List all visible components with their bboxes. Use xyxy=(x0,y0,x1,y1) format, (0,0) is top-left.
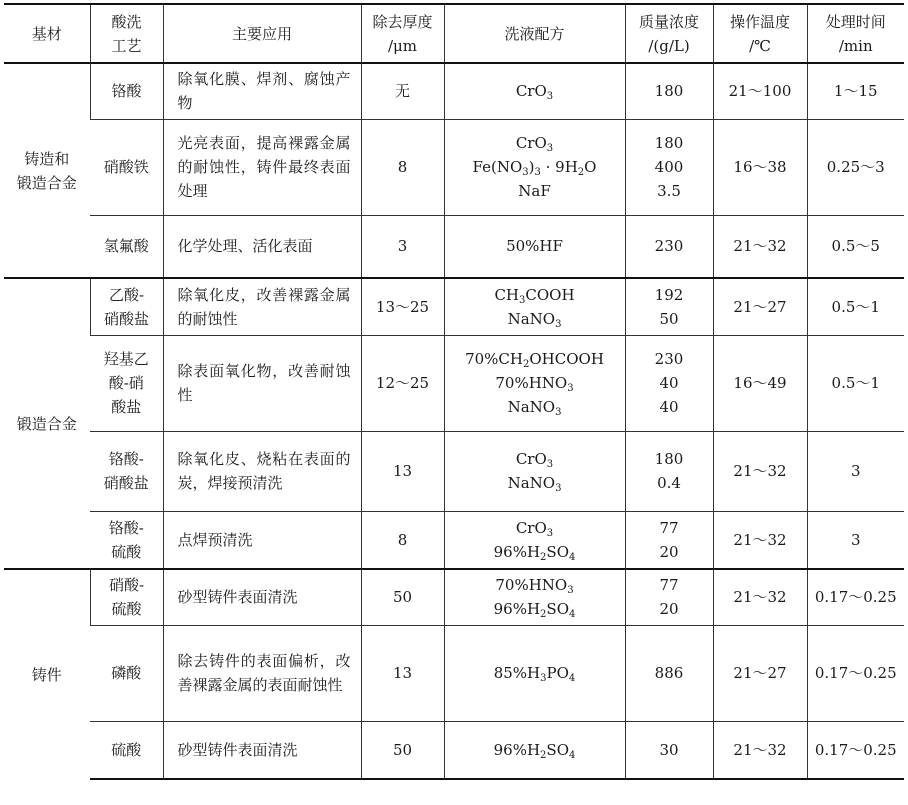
base-material-cell: 铸造和 锻造合金 xyxy=(4,63,90,278)
formula-text: NaNO xyxy=(507,474,556,492)
time-cell: 0.5～1 xyxy=(807,278,904,335)
formula-line xyxy=(449,661,621,685)
formula-text: 96%H xyxy=(493,740,541,759)
concentration-value: 77 xyxy=(659,518,679,537)
process-cell: 铬酸- 硝酸盐 xyxy=(90,431,163,511)
formula-subscript: 3 xyxy=(519,294,526,306)
process-cell: 硝酸- 硫酸 xyxy=(90,569,163,625)
header-concentration: 质量浓度 /(g/L) xyxy=(625,4,713,63)
formula-line xyxy=(449,471,621,495)
header-process: 酸洗 工艺 xyxy=(90,4,163,63)
application-cell: 化学处理、活化表面 xyxy=(163,215,361,278)
thickness-cell: 3 xyxy=(361,215,444,278)
concentration-value: 30 xyxy=(659,740,679,759)
time-cell: 0.17～0.25 xyxy=(807,625,904,721)
formula-subscript: 4 xyxy=(569,551,576,563)
formula-line xyxy=(449,131,621,155)
table-row xyxy=(4,431,904,511)
formula-subscript: 3 xyxy=(546,91,554,103)
formula-text: SO xyxy=(546,600,569,619)
concentration-cell xyxy=(625,431,713,511)
thickness-cell: 13 xyxy=(361,625,444,721)
formula-subscript: 3 xyxy=(546,143,554,154)
concentration-value: 230 xyxy=(654,350,684,368)
formula-line xyxy=(449,283,621,307)
formula-text: Fe(NO xyxy=(472,158,523,176)
formula-line xyxy=(449,516,621,540)
formula-line xyxy=(449,540,621,564)
header-thickness: 除去厚度 /μm xyxy=(361,4,444,63)
formula-line xyxy=(449,447,621,471)
formula-text: 70%CH xyxy=(465,350,523,368)
formula-text: CrO xyxy=(515,450,547,468)
thickness-cell: 8 xyxy=(361,511,444,569)
table-row xyxy=(4,721,904,779)
formula-line xyxy=(449,234,621,258)
concentration-cell xyxy=(625,335,713,431)
concentration-cell xyxy=(625,278,713,335)
concentration-cell xyxy=(625,511,713,569)
formula-subscript: 3 xyxy=(522,167,529,178)
concentration-value: 886 xyxy=(654,664,684,682)
concentration-cell xyxy=(625,63,713,119)
process-cell: 硝酸铁 xyxy=(90,119,163,215)
formula-subscript: 2 xyxy=(540,749,547,761)
formula-text: CrO xyxy=(515,518,547,537)
table-row xyxy=(4,335,904,431)
formula-text: NaF xyxy=(518,182,551,200)
thickness-cell: 8 xyxy=(361,119,444,215)
table-header-row xyxy=(4,4,904,63)
temperature-cell: 16～38 xyxy=(713,119,807,215)
formula-subscript: 3 xyxy=(546,527,554,539)
formula-subscript: 4 xyxy=(568,673,576,684)
concentration-cell xyxy=(625,721,713,779)
temperature-cell: 16～49 xyxy=(713,335,807,431)
formula-cell xyxy=(444,431,625,511)
formula-text: OHCOOH xyxy=(529,350,604,368)
header-time: 处理时间 /min xyxy=(807,4,904,63)
application-cell: 砂型铸件表面清洗 xyxy=(163,569,361,625)
formula-text: 96%H xyxy=(493,542,541,561)
formula-text: 96%H xyxy=(493,600,541,619)
formula-text: 70%HNO xyxy=(495,374,568,392)
concentration-value: 40 xyxy=(659,374,679,392)
formula-cell xyxy=(444,335,625,431)
formula-line xyxy=(449,395,621,419)
concentration-cell xyxy=(625,625,713,721)
formula-subscript: 3 xyxy=(555,318,562,330)
process-cell: 铬酸 xyxy=(90,63,163,119)
formula-line xyxy=(449,79,621,103)
temperature-cell: 21～32 xyxy=(713,721,807,779)
application-cell: 除氧化皮，改善裸露金属的耐蚀性 xyxy=(163,278,361,335)
time-cell: 1～15 xyxy=(807,63,904,119)
formula-text: O xyxy=(584,158,597,176)
formula-text: 85%H xyxy=(493,664,541,682)
formula-cell xyxy=(444,625,625,721)
formula-text: · 9H xyxy=(540,158,578,176)
thickness-cell: 50 xyxy=(361,721,444,779)
formula-subscript: 3 xyxy=(567,383,574,394)
formula-line xyxy=(449,307,621,331)
temperature-cell: 21～32 xyxy=(713,511,807,569)
temperature-cell: 21～27 xyxy=(713,278,807,335)
concentration-value: 20 xyxy=(659,600,679,619)
formula-cell xyxy=(444,215,625,278)
header-application: 主要应用 xyxy=(163,4,361,63)
concentration-value: 50 xyxy=(659,309,679,328)
time-cell: 3 xyxy=(807,431,904,511)
formula-text: CH xyxy=(494,285,520,304)
thickness-cell: 50 xyxy=(361,569,444,625)
process-cell: 硫酸 xyxy=(90,721,163,779)
temperature-cell: 21～32 xyxy=(713,431,807,511)
concentration-value: 77 xyxy=(659,576,679,595)
formula-text: 70%HNO xyxy=(495,576,568,595)
formula-subscript: 3 xyxy=(534,167,541,178)
formula-cell xyxy=(444,278,625,335)
formula-subscript: 2 xyxy=(577,167,585,178)
table-row xyxy=(4,63,904,119)
base-material-cell: 锻造合金 xyxy=(4,278,90,569)
time-cell: 0.17～0.25 xyxy=(807,569,904,625)
concentration-value: 180 xyxy=(654,134,684,152)
formula-cell xyxy=(444,511,625,569)
formula-subscript: 3 xyxy=(567,585,574,597)
formula-subscript: 2 xyxy=(523,359,530,370)
formula-subscript: 2 xyxy=(540,551,547,563)
formula-subscript: 3 xyxy=(555,407,562,418)
concentration-value: 20 xyxy=(659,542,679,561)
formula-text: ) xyxy=(528,158,535,176)
formula-text: CrO xyxy=(515,82,547,101)
table-row xyxy=(4,278,904,335)
thickness-cell: 12～25 xyxy=(361,335,444,431)
table-row xyxy=(4,119,904,215)
header-formula: 洗液配方 xyxy=(444,4,625,63)
formula-cell xyxy=(444,63,625,119)
formula-text: PO xyxy=(546,664,569,682)
temperature-cell: 21～32 xyxy=(713,569,807,625)
formula-subscript: 2 xyxy=(540,609,547,621)
formula-cell xyxy=(444,721,625,779)
formula-line xyxy=(449,347,621,371)
base-material-cell: 铸件 xyxy=(4,569,90,779)
formula-line xyxy=(449,738,621,762)
time-cell: 0.17～0.25 xyxy=(807,721,904,779)
formula-text: NaNO xyxy=(507,309,556,328)
temperature-cell: 21～32 xyxy=(713,215,807,278)
formula-cell xyxy=(444,569,625,625)
thickness-cell: 13～25 xyxy=(361,278,444,335)
header-base-material: 基材 xyxy=(4,4,90,63)
time-cell: 0.25～3 xyxy=(807,119,904,215)
concentration-value: 230 xyxy=(654,237,684,256)
table-row xyxy=(4,511,904,569)
formula-line xyxy=(449,179,621,203)
concentration-value: 180 xyxy=(654,82,684,101)
concentration-cell xyxy=(625,569,713,625)
concentration-value: 3.5 xyxy=(657,182,681,200)
concentration-value: 400 xyxy=(654,158,684,176)
process-cell: 铬酸- 硫酸 xyxy=(90,511,163,569)
table-row xyxy=(4,625,904,721)
concentration-value: 0.4 xyxy=(657,474,681,492)
concentration-value: 180 xyxy=(654,450,684,468)
process-cell: 氢氟酸 xyxy=(90,215,163,278)
formula-subscript: 3 xyxy=(546,459,554,470)
concentration-value: 40 xyxy=(659,398,679,416)
thickness-cell: 无 xyxy=(361,63,444,119)
concentration-cell xyxy=(625,119,713,215)
time-cell: 3 xyxy=(807,511,904,569)
process-cell: 磷酸 xyxy=(90,625,163,721)
table-row xyxy=(4,569,904,625)
application-cell: 砂型铸件表面清洗 xyxy=(163,721,361,779)
temperature-cell: 21～27 xyxy=(713,625,807,721)
formula-line xyxy=(449,155,621,179)
formula-subscript: 4 xyxy=(569,609,576,621)
formula-text: COOH xyxy=(525,285,575,304)
formula-text: 50%HF xyxy=(506,237,563,256)
acid-pickling-table xyxy=(4,3,904,780)
header-temperature: 操作温度 /℃ xyxy=(713,4,807,63)
formula-line xyxy=(449,573,621,597)
time-cell: 0.5～5 xyxy=(807,215,904,278)
concentration-value: 192 xyxy=(654,285,684,304)
application-cell: 除氧化皮、烧粘在表面的炭，焊接预清洗 xyxy=(163,431,361,511)
formula-cell xyxy=(444,119,625,215)
application-cell: 点焊预清洗 xyxy=(163,511,361,569)
formula-line xyxy=(449,597,621,621)
concentration-cell xyxy=(625,215,713,278)
formula-text: SO xyxy=(546,740,569,759)
time-cell: 0.5～1 xyxy=(807,335,904,431)
formula-text: SO xyxy=(546,542,569,561)
formula-subscript: 3 xyxy=(540,673,547,684)
formula-text: CrO xyxy=(515,134,547,152)
application-cell: 除表面氧化物，改善耐蚀性 xyxy=(163,335,361,431)
application-cell: 除去铸件的表面偏析，改善裸露金属的表面耐蚀性 xyxy=(163,625,361,721)
formula-subscript: 3 xyxy=(555,483,562,494)
temperature-cell: 21～100 xyxy=(713,63,807,119)
thickness-cell: 13 xyxy=(361,431,444,511)
formula-line xyxy=(449,371,621,395)
table-row xyxy=(4,215,904,278)
formula-text: NaNO xyxy=(507,398,556,416)
application-cell: 除氧化膜、焊剂、腐蚀产物 xyxy=(163,63,361,119)
process-cell: 羟基乙 酸-硝 酸盐 xyxy=(90,335,163,431)
formula-subscript: 4 xyxy=(569,749,576,761)
application-cell: 光亮表面，提高裸露金属的耐蚀性，铸件最终表面处理 xyxy=(163,119,361,215)
process-cell: 乙酸- 硝酸盐 xyxy=(90,278,163,335)
